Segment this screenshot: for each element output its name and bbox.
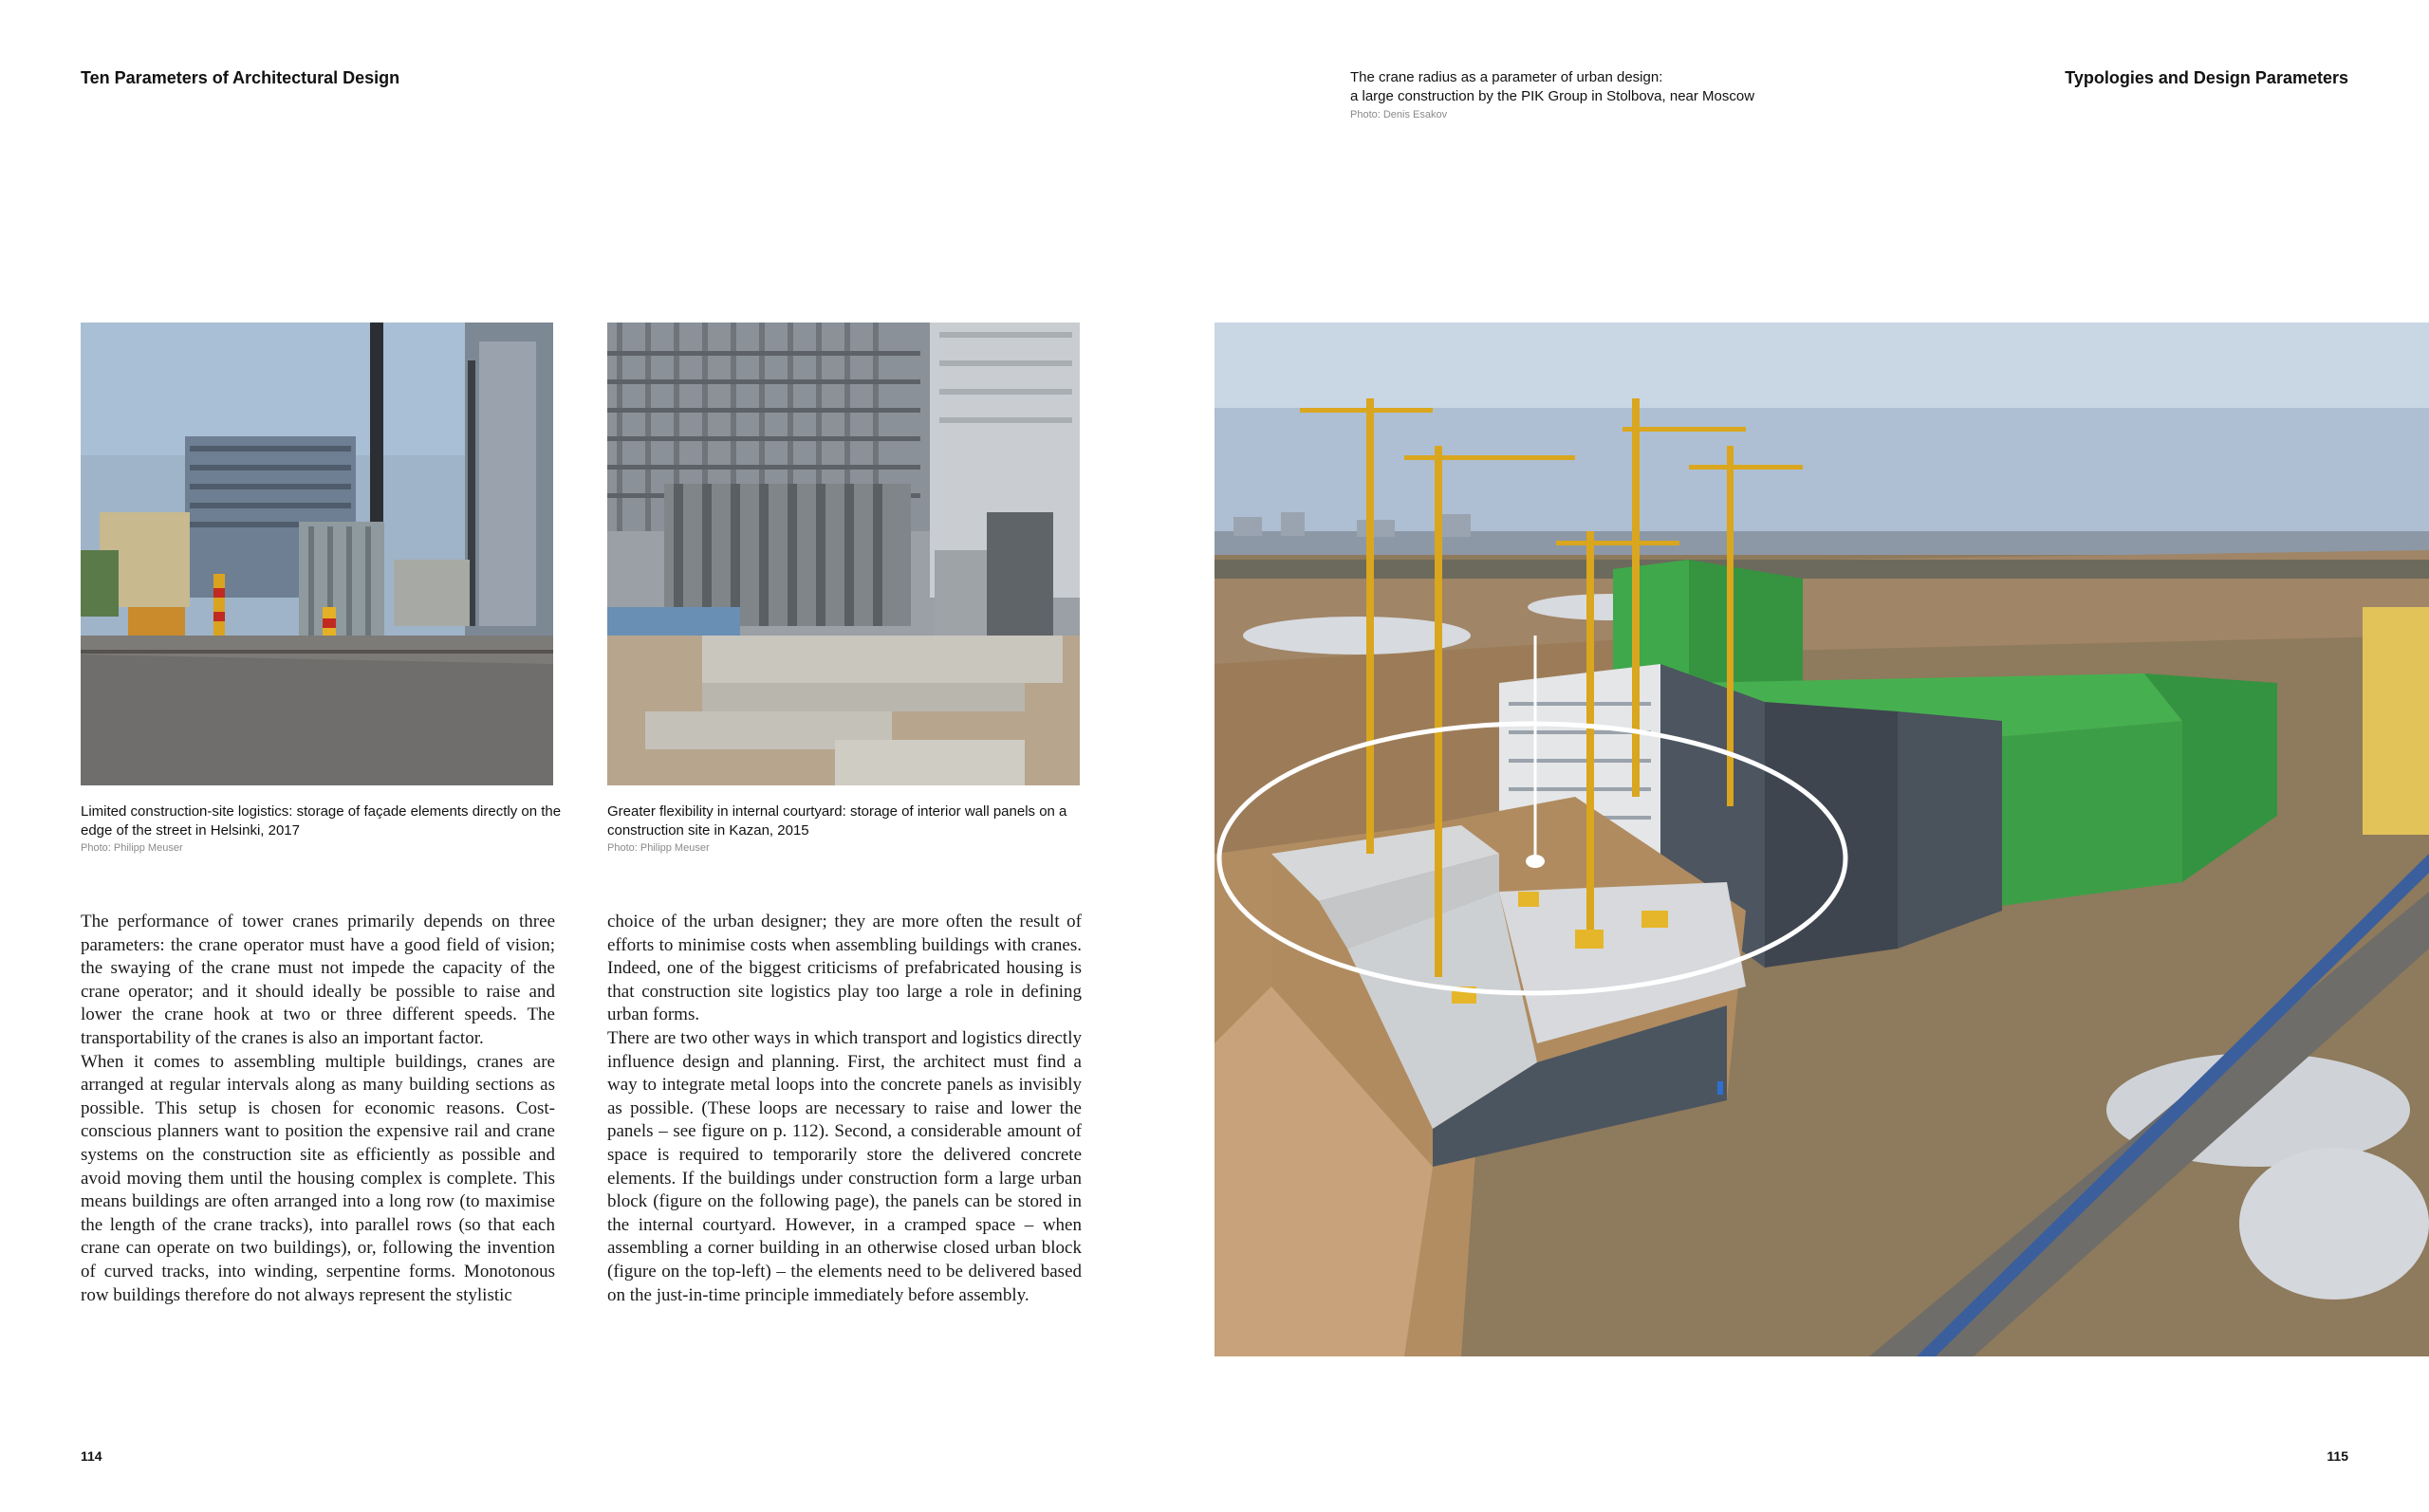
aerial-caption-credit: Photo: Denis Esakov <box>1350 109 1448 120</box>
aerial-caption-line-1: The crane radius as a parameter of urban design: <box>1350 69 1663 85</box>
body-column-2 <box>607 911 1082 1307</box>
running-head-right: Typologies and Design Parameters <box>2065 68 2348 87</box>
page-number-right: 115 <box>2327 1448 2348 1464</box>
body-paragraph: There are two other ways in which transport and logistics directly influence design and planning. First, the architect must find a way to integrate metal loops into the concrete panels as invisibly as possible. (These loops are necessary to raise and lower the panels – see figure on p. 112). Second, a considerable amount of space is required to temporarily store the delivered concrete elements. If the buildings under construction form a large urban block (figure on the following page), the panels can be stored in the internal courtyard. However, in a cramped space – when assembling a corner building in an otherwise closed urban block (figure on the top-left) – the elements need to be delivered based on the just-in-time principle immediately before assembly. <box>607 1027 1082 1305</box>
body-paragraph: choice of the urban designer; they are more often the result of efforts to minimise costs when assembling buildings with cranes. Indeed, one of the biggest criticisms of prefabricated housing is that construction site logistics play too large a role in defining urban forms. <box>607 912 1082 1025</box>
photo2-credit: Photo: Philipp Meuser <box>607 842 710 854</box>
running-head-left: Ten Parameters of Architectural Design <box>81 68 400 87</box>
photo1-caption-text: Limited construction-site logistics: storage of façade elements directly on the edge of the street in Helsinki, 2017 <box>81 803 562 839</box>
right-page <box>1214 0 2429 1512</box>
photo-kazan-wall-panels <box>607 323 1080 785</box>
photo1-credit: Photo: Philipp Meuser <box>81 842 183 854</box>
body-paragraph: When it comes to assembling multiple buildings, cranes are arranged at regular intervals along as many building sections as possible. This setup is chosen for economic reasons. Cost-conscious planners want to position the expensive rail and crane systems on the construction site as efficiently as possible and avoid moving them until the housing complex is complete. This means buildings are often arranged into a long row (to maximise the length of the crane tracks), into parallel rows (so that each crane can operate on two buildings), or, following the invention of curved tracks, into winding, serpentine forms. Monotonous row buildings therefore do not always represent the stylistic <box>81 1051 555 1305</box>
aerial-photo-caption <box>1350 68 1754 123</box>
aerial-caption-line-2: a large construction by the PIK Group in Stolbova, near Moscow <box>1350 88 1755 104</box>
left-page <box>0 0 1214 1512</box>
body-column-1 <box>81 911 555 1307</box>
photo-aerial-construction-site <box>1214 323 2429 1356</box>
page-number-left: 114 <box>81 1448 102 1464</box>
photo1-caption <box>81 802 574 856</box>
photo2-caption <box>607 802 1101 856</box>
photo-helsinki-facade-storage <box>81 323 553 785</box>
body-paragraph: The performance of tower cranes primarily depends on three parameters: the crane operator must have a good field of vision; the swaying of the crane must not impede the capacity of the crane operator; and it should ideally be possible to raise and lower the crane hook at two or three different speeds. The transportability of the cranes is also an important factor. <box>81 912 555 1048</box>
photo2-caption-text: Greater flexibility in internal courtyard: storage of interior wall panels on a construction site in Kazan, 2015 <box>607 803 1067 839</box>
